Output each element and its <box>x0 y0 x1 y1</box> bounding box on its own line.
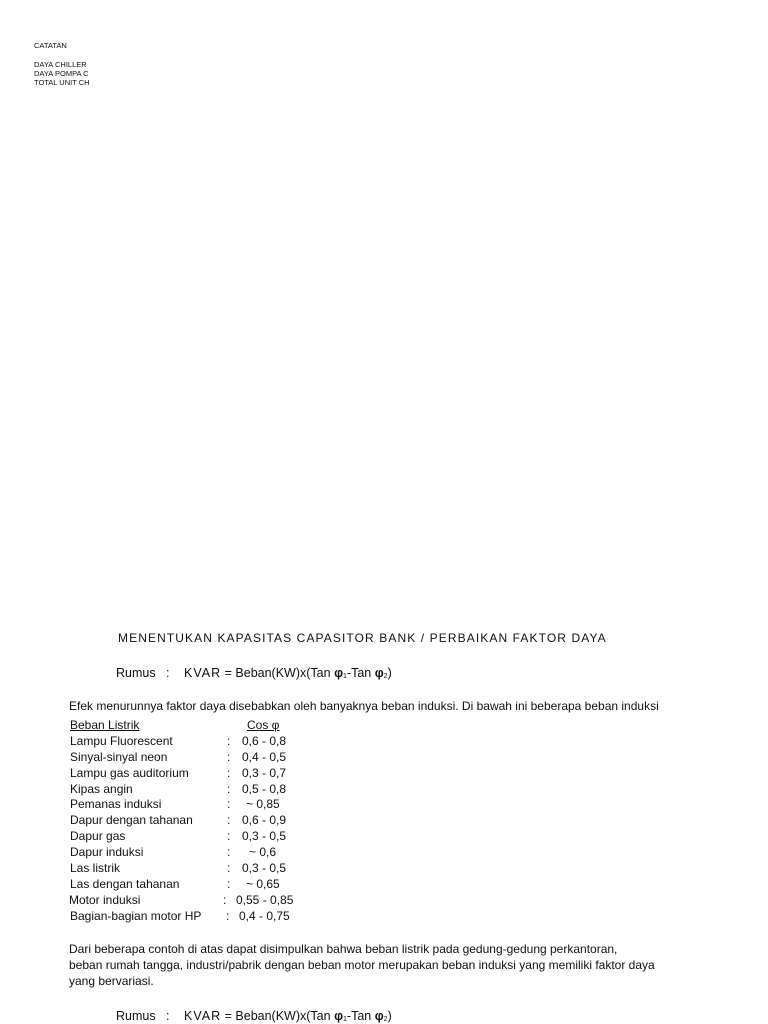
formula-kvar: KVAR <box>184 1009 222 1023</box>
load-name: Dapur dengan tahanan <box>70 813 193 828</box>
load-colon: : <box>226 908 230 923</box>
load-name: Lampu Fluorescent <box>70 733 173 748</box>
notes-block <box>34 41 92 87</box>
load-name: Las listrik <box>70 861 121 876</box>
load-value: ~ 0,85 <box>246 797 280 812</box>
load-name: Kipas angin <box>70 781 133 796</box>
formula-equals: = <box>224 1009 232 1023</box>
notes-title: CATATAN <box>34 41 67 50</box>
load-name: Bagian-bagian motor HP <box>70 908 202 923</box>
conclusion-line: Dari beberapa contoh di atas dapat disimpulkan bahwa beban listrik pada gedung-gedung perkantoran, <box>69 942 618 956</box>
load-name: Lampu gas auditorium <box>70 765 189 780</box>
formula-phi: φ <box>374 666 384 680</box>
formula-expr-mid: -Tan <box>346 1009 375 1023</box>
formula-phi: φ <box>334 666 344 680</box>
load-colon: : <box>227 829 231 844</box>
load-name: Sinyal-sinyal neon <box>70 749 168 764</box>
load-value: ~ 0,6 <box>249 845 277 860</box>
formula-kvar: KVAR <box>184 666 222 680</box>
load-value: 0,6 - 0,8 <box>242 733 287 748</box>
load-name: Motor induksi <box>69 892 141 907</box>
formula-expr-close: ) <box>387 666 392 680</box>
load-colon: : <box>227 749 231 764</box>
load-value: ~ 0,65 <box>246 876 280 891</box>
load-colon: : <box>223 892 227 907</box>
load-name: Dapur gas <box>70 829 126 844</box>
notes-line: DAYA POMPA C <box>34 69 89 78</box>
formula-sub-2: 2 <box>383 1016 388 1023</box>
load-name: Pemanas induksi <box>70 797 162 812</box>
load-value: 0,3 - 0,7 <box>242 765 287 780</box>
load-colon: : <box>227 876 231 891</box>
formula-phi: φ <box>374 1009 384 1023</box>
formula-label: Rumus <box>116 666 156 680</box>
load-value: 0,3 - 0,5 <box>242 861 287 876</box>
formula-phi: φ <box>334 1009 344 1023</box>
formula-equals: = <box>224 666 232 680</box>
load-value: 0,6 - 0,9 <box>242 813 287 828</box>
section-heading: MENENTUKAN KAPASITAS CAPASITOR BANK / PERBAIKAN FAKTOR DAYA <box>118 631 607 645</box>
load-value: 0,4 - 0,75 <box>239 908 290 923</box>
load-colon: : <box>227 813 231 828</box>
formula-expr-close: ) <box>387 1009 392 1023</box>
load-value: 0,3 - 0,5 <box>242 829 287 844</box>
formula-label: Rumus <box>116 1009 156 1023</box>
formula-line <box>116 1009 392 1023</box>
formula-expr-start: Beban(KW)x(Tan <box>235 1009 335 1023</box>
formula-colon: : <box>166 1009 170 1023</box>
load-name: Las dengan tahanan <box>70 876 180 891</box>
header-load: Beban Listrik <box>70 718 140 732</box>
formula-sub-1: 1 <box>343 1016 347 1023</box>
load-colon: : <box>227 781 231 796</box>
load-value: 0,5 - 0,8 <box>242 781 287 796</box>
load-colon: : <box>227 845 231 860</box>
formula-colon: : <box>166 666 170 680</box>
load-colon: : <box>227 733 231 748</box>
notes-line: DAYA CHILLER <box>34 60 87 69</box>
load-colon: : <box>227 765 231 780</box>
formula-sub-2: 2 <box>383 673 388 680</box>
load-colon: : <box>227 797 231 812</box>
load-value: 0,4 - 0,5 <box>242 749 287 764</box>
load-colon: : <box>227 861 231 876</box>
intro-paragraph: Efek menurunnya faktor daya disebabkan oleh banyaknya beban induksi. Di bawah ini beberapa beban induksi <box>69 699 659 713</box>
load-value: 0,55 - 0,85 <box>236 892 294 907</box>
formula-expr-start: Beban(KW)x(Tan <box>235 666 335 680</box>
formula-line <box>116 666 392 680</box>
formula-expr-mid: -Tan <box>346 666 375 680</box>
notes-line: TOTAL UNIT CH <box>34 78 90 87</box>
load-name: Dapur induksi <box>70 845 144 860</box>
header-cos: Cos φ <box>247 718 280 732</box>
conclusion-paragraph <box>69 941 655 989</box>
formula-sub-1: 1 <box>343 673 347 680</box>
conclusion-line: beban rumah tangga, industri/pabrik dengan beban motor merupakan beban induksi yang memiliki faktor daya <box>69 958 655 972</box>
conclusion-line: yang bervariasi. <box>69 974 154 988</box>
